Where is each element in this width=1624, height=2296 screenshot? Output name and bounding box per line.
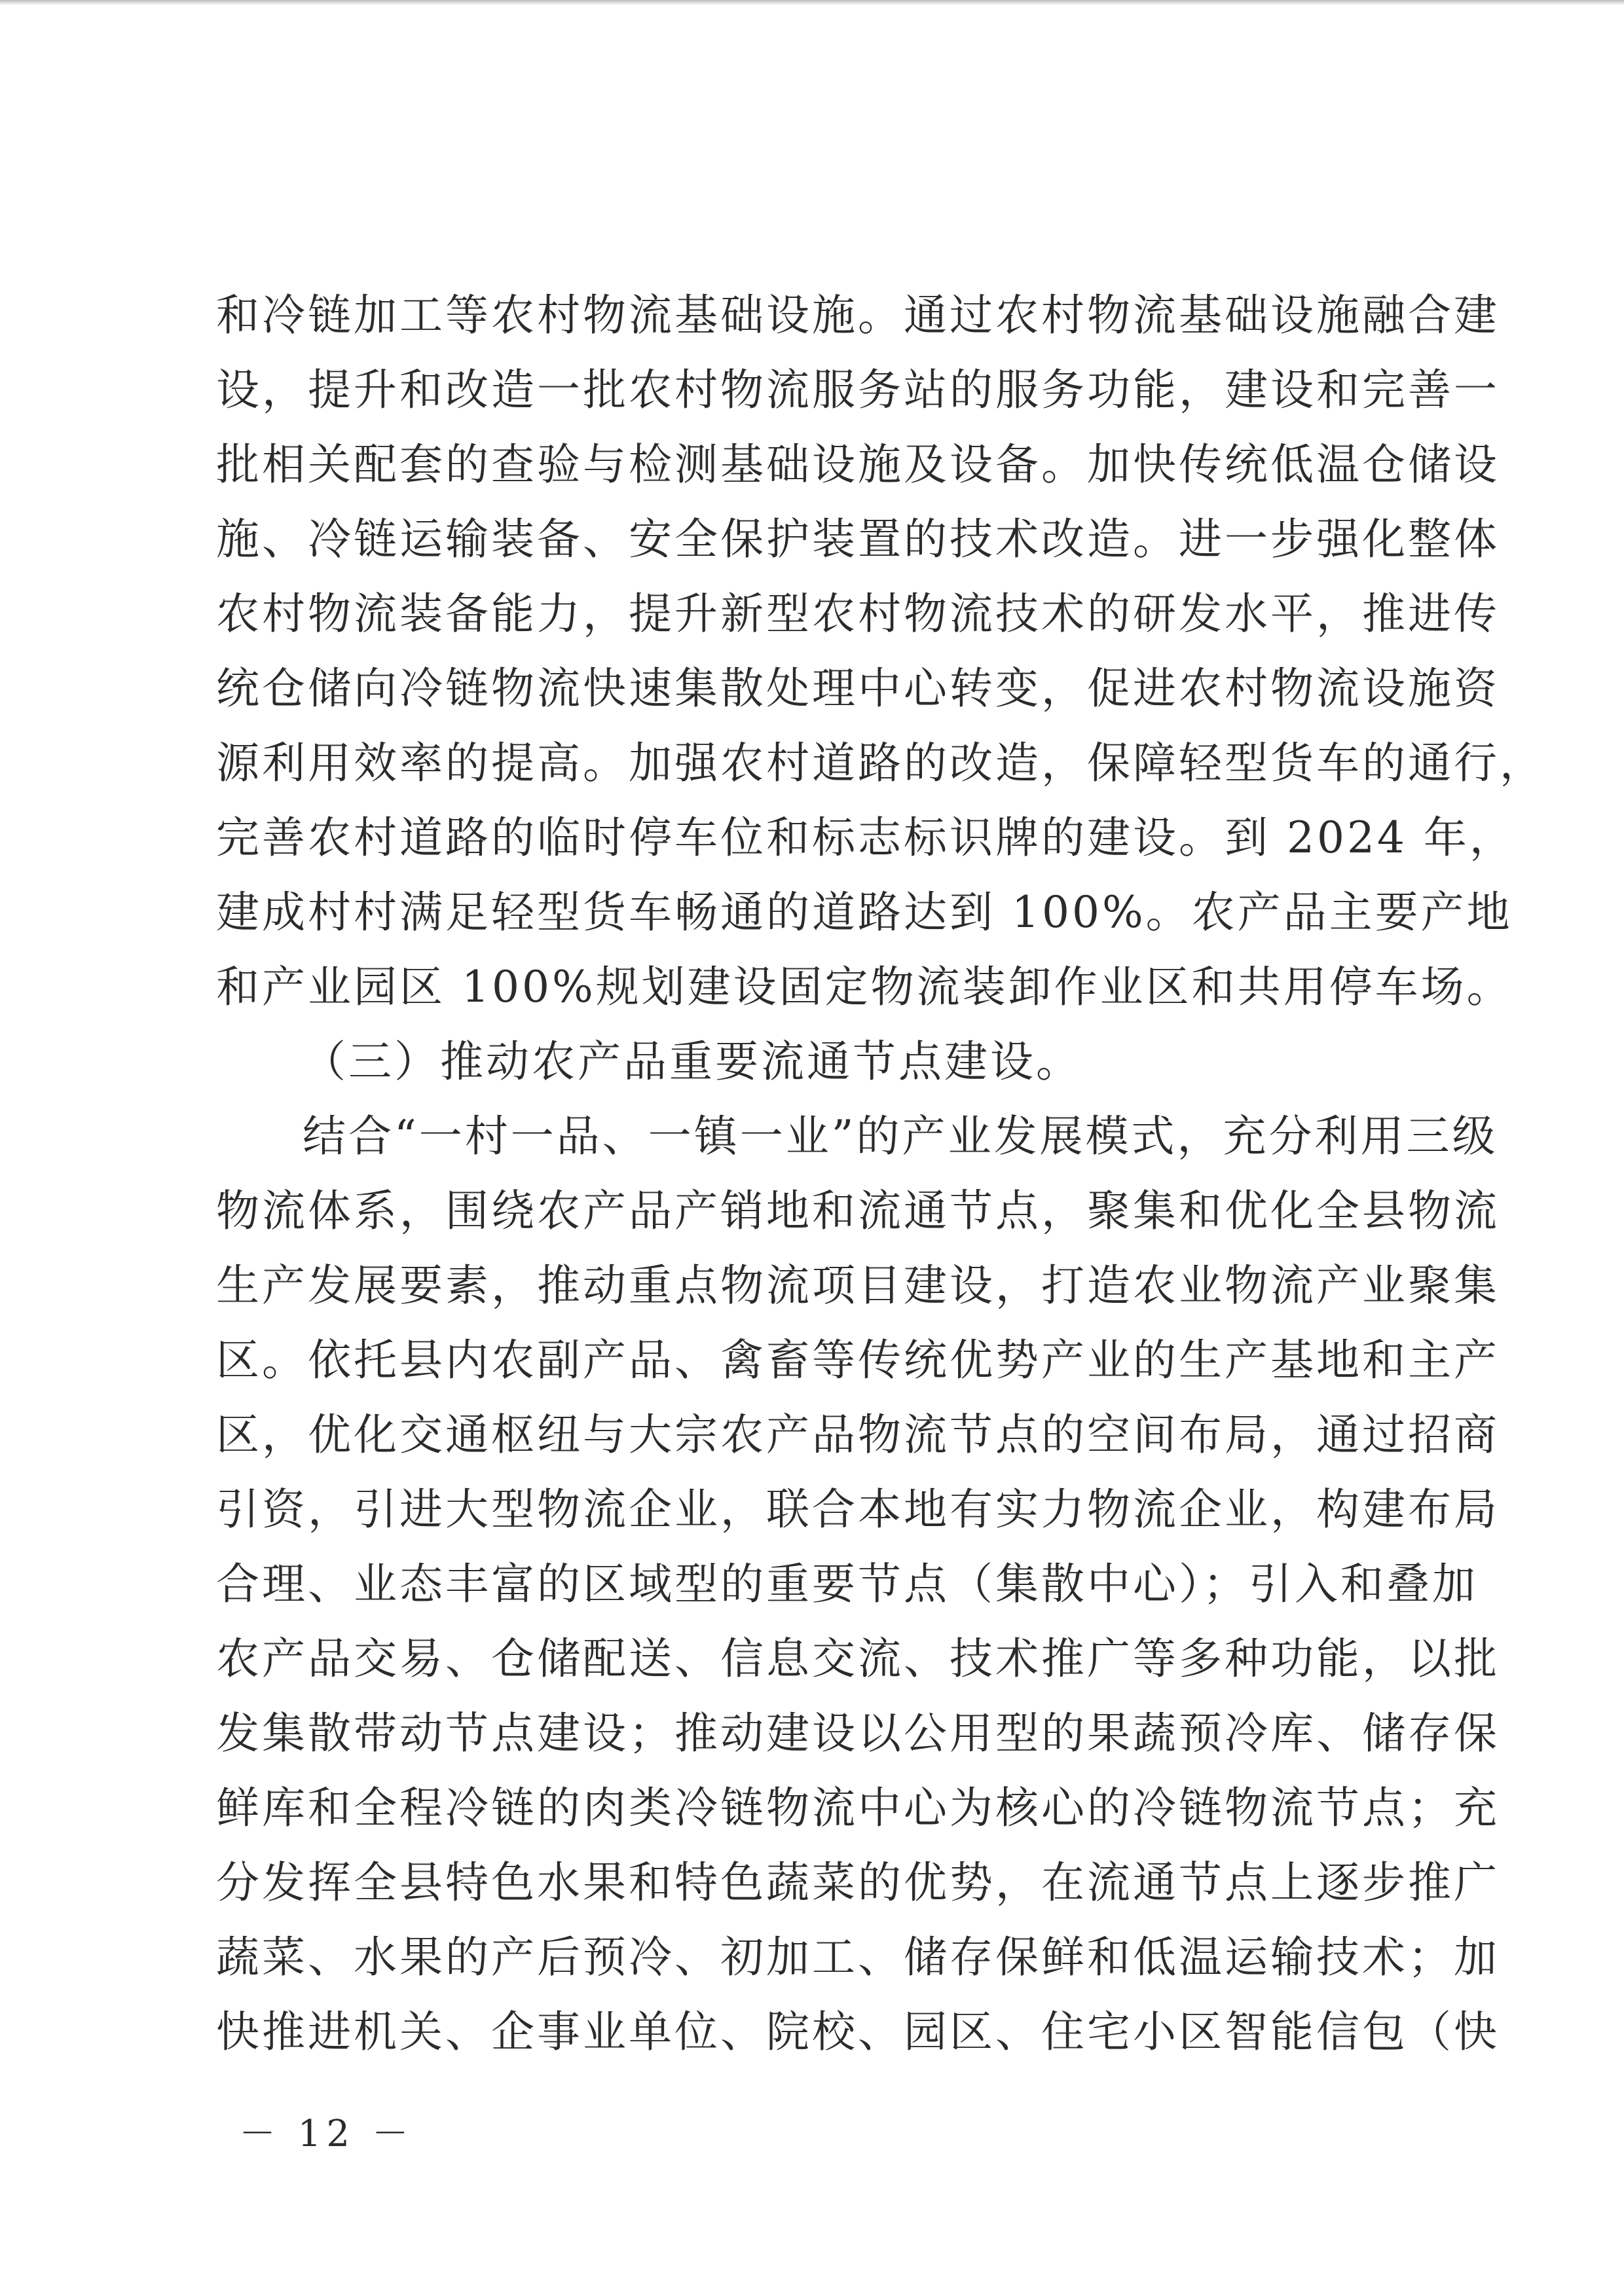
- text-line: 快推进机关、企事业单位、院校、园区、住宅小区智能信包（快: [216, 2007, 1500, 2057]
- document-body: [216, 278, 1545, 2069]
- text-line: 和冷链加工等农村物流基础设施。通过农村物流基础设施融合建: [216, 290, 1500, 340]
- text-line: 物流体系，围绕农产品产销地和流通节点，聚集和优化全县物流: [216, 1186, 1500, 1236]
- text-line: 统仓储向冷链物流快速集散处理中心转变，促进农村物流设施资: [216, 663, 1500, 714]
- text-line: 建成村村满足轻型货车畅通的道路达到 100%。农产品主要产地: [216, 887, 1513, 938]
- text-line: 合理、业态丰富的区域型的重要节点（集散中心）；引入和叠加: [216, 1559, 1478, 1609]
- text-line: 鲜库和全程冷链的肉类冷链物流中心为核心的冷链物流节点；充: [216, 1783, 1500, 1833]
- text-line: 源利用效率的提高。加强农村道路的改造，保障轻型货车的通行，: [216, 738, 1545, 788]
- text-line: 农村物流装备能力，提升新型农村物流技术的研发水平，推进传: [216, 589, 1500, 639]
- text-line: 区，优化交通枢纽与大宗农产品物流节点的空间布局，通过招商: [216, 1410, 1500, 1460]
- page-number-text: － 12 －: [239, 2113, 414, 2155]
- text-line: 设，提升和改造一批农村物流服务站的服务功能，建设和完善一: [216, 365, 1500, 415]
- text-line: 生产发展要素，推动重点物流项目建设，打造农业物流产业聚集: [216, 1260, 1500, 1311]
- text-line: 结合“一村一品、一镇一业”的产业发展模式，充分利用三级: [303, 1111, 1498, 1161]
- text-line: 批相关配套的查验与检测基础设施及设备。加快传统低温仓储设: [216, 439, 1500, 490]
- text-line: 和产业园区 100%规划建设固定物流装卸作业区和共用停车场。: [216, 962, 1513, 1012]
- text-line: 引资，引进大型物流企业，联合本地有实力物流企业，构建布局: [216, 1484, 1500, 1535]
- text-line: 施、冷链运输装备、安全保护装置的技术改造。进一步强化整体: [216, 514, 1500, 564]
- scan-top-edge: [0, 0, 1624, 5]
- text-line: 蔬菜、水果的产后预冷、初加工、储存保鲜和低温运输技术；加: [216, 1932, 1500, 1982]
- text-line: 发集散带动节点建设；推动建设以公用型的果蔬预冷库、储存保: [216, 1708, 1500, 1758]
- text-line: 区。依托县内农副产品、禽畜等传统优势产业的生产基地和主产: [216, 1335, 1500, 1385]
- text-line: 完善农村道路的临时停车位和标志标识牌的建设。到 2024 年，: [216, 812, 1515, 863]
- text-line: 分发挥全县特色水果和特色蔬菜的优势，在流通节点上逐步推广: [216, 1857, 1500, 1908]
- text-line: 农产品交易、仓储配送、信息交流、技术推广等多种功能，以批: [216, 1633, 1500, 1684]
- section-heading: （三）推动农产品重要流通节点建设。: [303, 1036, 1082, 1087]
